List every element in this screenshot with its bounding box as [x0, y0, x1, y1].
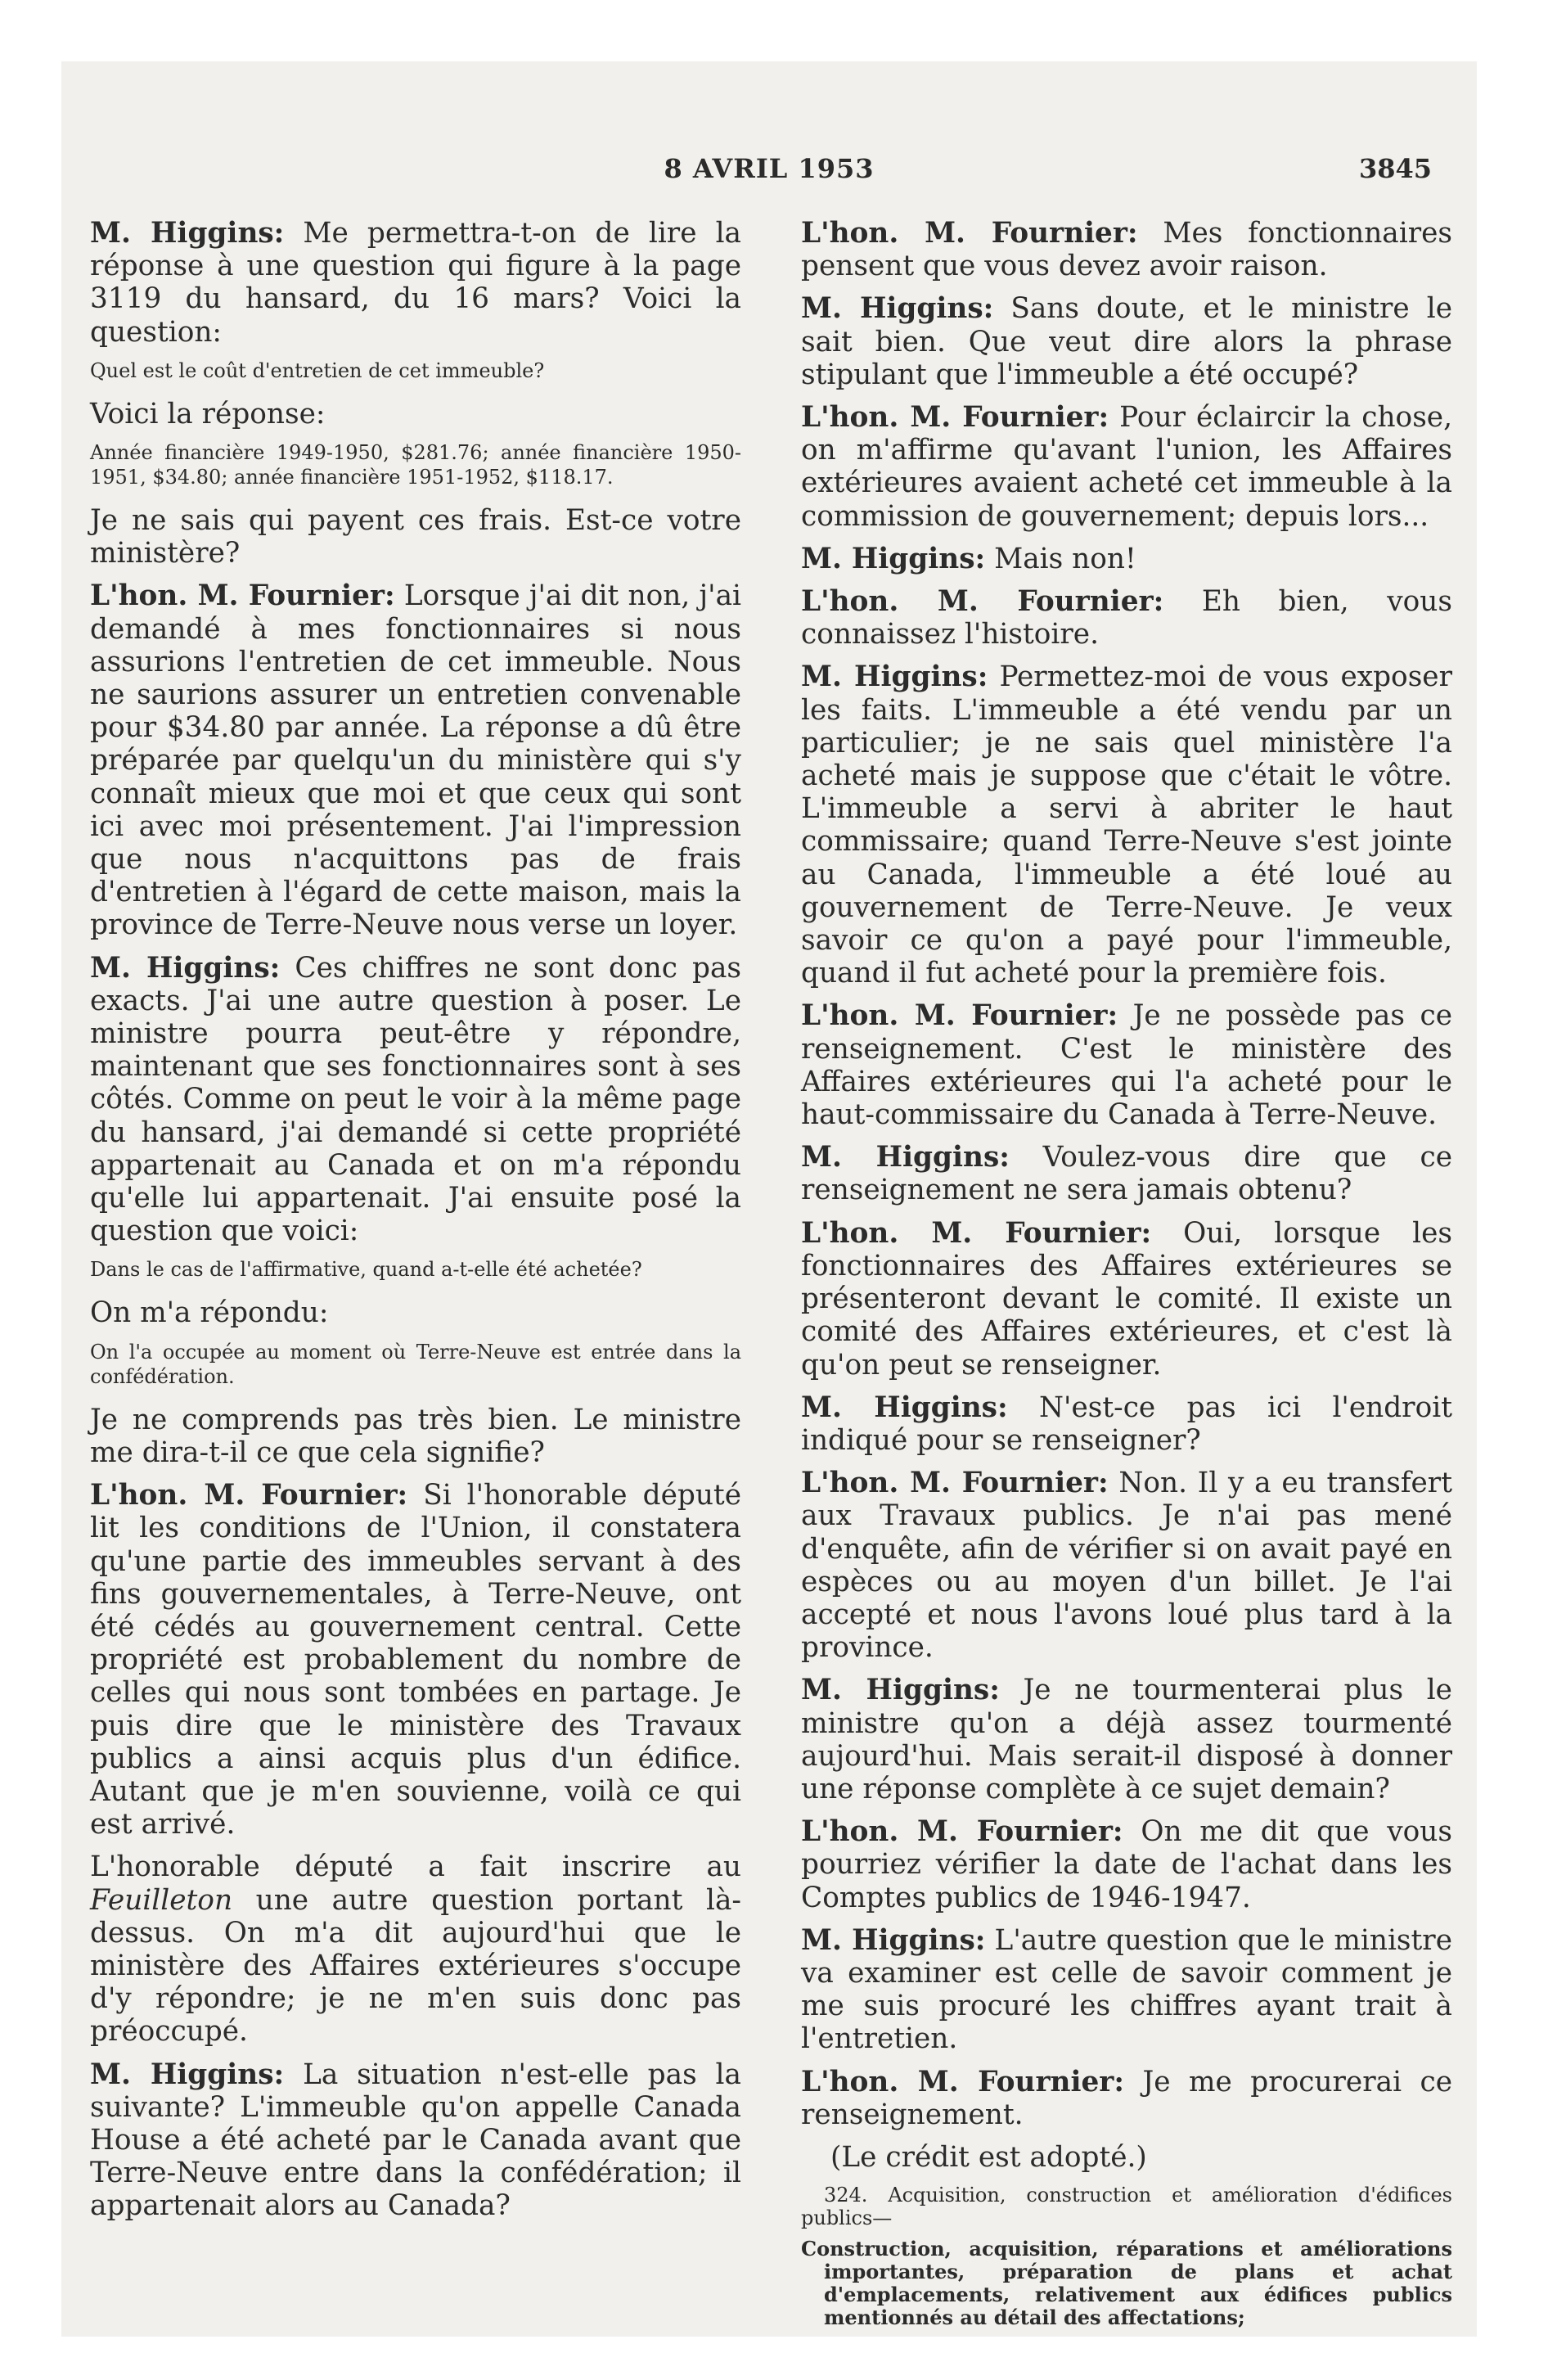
page-date: 8 AVRIL 1953 — [664, 153, 875, 184]
paragraph: M. Higgins: Permettez-moi de vous exposer les faits. L'immeuble a été vendu par un particulier; je ne sais quel ministère l'a acheté mais je suppose que c'était le vôtre. L'immeuble a servi à abriter le haut commissaire; quand Terre-Neuve s'est jointe au Canada, l'immeuble a été loué au gouvernement de Terre-Neuve. Je veux savoir ce qu'on a payé pour l'immeuble, quand il fut acheté pour la première fois. — [801, 660, 1452, 990]
speaker-fournier: L'hon. M. Fournier: — [801, 2065, 1125, 2098]
right-column — [801, 217, 1452, 2329]
vote-title: 324. Acquisition, construction et amélioration d'édifices publics— — [801, 2184, 1452, 2230]
paragraph: L'hon. M. Fournier: Je me procurerai ce renseignement. — [801, 2065, 1452, 2131]
paragraph: M. Higgins: L'autre question que le ministre va examiner est celle de savoir comment je me suis procuré les chiffres ayant trait à l'entretien. — [801, 1923, 1452, 2056]
speaker-fournier: L'hon. M. Fournier: — [90, 579, 395, 613]
paragraph: On m'a répondu: — [90, 1296, 329, 1330]
speaker-higgins: M. Higgins: — [90, 951, 281, 985]
italic-term: Feuilleton — [90, 1883, 233, 1917]
page-header — [61, 153, 1477, 194]
paragraph: M. Higgins: Ces chiffres ne sont donc pas exacts. J'ai une autre question à poser. Le ministre pourra peut-être y répondre, maintenant que ses fonctionnaires sont à ses côtés. Comme on peut le voir à la même page du hansard, j'ai demandé si cette propriété appartenait au Canada et on m'a répondu qu'elle lui appartenait. J'ai ensuite posé la question que voici: — [90, 951, 741, 1248]
paragraph: Je ne sais qui payent ces frais. Est-ce votre ministère? — [90, 504, 741, 570]
paragraph: M. Higgins: N'est-ce pas ici l'endroit indiqué pour se renseigner? — [801, 1391, 1452, 1457]
scanned-page — [61, 61, 1477, 2337]
speaker-fournier: L'hon. M. Fournier: — [801, 1815, 1123, 1849]
paragraph: L'hon. M. Fournier: Mes fonctionnaires pensent que vous devez avoir raison. — [801, 217, 1452, 283]
paragraph: L'hon. M. Fournier: Si l'honorable député lit les conditions de l'Union, il constatera qu'une partie des immeubles servant à des fins gouvernementales, à Terre-Neuve, ont été cédés au gouvernement central. Cette propriété est probablement du nombre de celles qui nous sont tombées en partage. Je puis dire que le ministère des Travaux publics a ainsi acquis plus d'un édifice. Autant que je m'en souvienne, voilà ce qui est arrivé. — [90, 1479, 741, 1841]
speaker-higgins: M. Higgins: — [90, 217, 285, 250]
quoted-answer: Année financière 1949-1950, $281.76; année financière 1950-1951, $34.80; année financière 1951-1952, $118.17. — [90, 441, 741, 489]
speaker-fournier: L'hon. M. Fournier: — [801, 585, 1164, 619]
speaker-fournier: L'hon. M. Fournier: — [801, 401, 1109, 435]
speaker-higgins: M. Higgins: — [801, 1141, 1010, 1174]
adopted-note: (Le crédit est adopté.) — [830, 2140, 1147, 2174]
paragraph: L'hon. M. Fournier: Oui, lorsque les fonctionnaires des Affaires extérieures se présenteront devant le comité. Il existe un comité des Affaires extérieures, et c'est là qu'on peut se renseigner. — [801, 1216, 1452, 1382]
speaker-higgins: M. Higgins: — [801, 1391, 1008, 1424]
speaker-fournier: L'hon. M. Fournier: — [801, 1216, 1152, 1250]
paragraph: M. Higgins: La situation n'est-elle pas la suivante? L'immeuble qu'on appelle Canada House a été acheté par le Canada avant que Terre-Neuve entre dans la confédération; il appartenait alors au Canada? — [90, 2058, 741, 2223]
paragraph: M. Higgins: Me permettra-t-on de lire la réponse à une question qui figure à la page 3119 du hansard, du 16 mars? Voici la question: — [90, 217, 741, 349]
speaker-higgins: M. Higgins: — [801, 660, 988, 694]
paragraph: M. Higgins: Mais non! — [801, 542, 1136, 575]
vote-detail: Construction, acquisition, réparations et améliorations importantes, préparation de plans et achat d'emplacements, relativement aux édifices publics mentionnés au détail des affectations; — [801, 2237, 1452, 2330]
quoted-answer: On l'a occupée au moment où Terre-Neuve est entrée dans la confédération. — [90, 1340, 741, 1388]
paragraph: L'hon. M. Fournier: On me dit que vous pourriez vérifier la date de l'achat dans les Comptes publics de 1946-1947. — [801, 1815, 1452, 1914]
speaker-fournier: L'hon. M. Fournier: — [90, 1479, 408, 1512]
paragraph: M. Higgins: Je ne tourmenterai plus le ministre qu'on a déjà assez tourmenté aujourd'hui. Mais serait-il disposé à donner une réponse complète à ce sujet demain? — [801, 1674, 1452, 1805]
speaker-higgins: M. Higgins: — [801, 1923, 986, 1957]
paragraph: L'honorable député a fait inscrire au Feuilleton une autre question portant là-dessus. On m'a dit aujourd'hui que le ministère des Affaires extérieures s'occupe d'y répondre; je ne m'en suis donc pas préoccupé. — [90, 1850, 741, 2049]
paragraph: L'hon. M. Fournier: Je ne possède pas ce renseignement. C'est le ministère des Affaires extérieures qui l'a acheté pour le haut-commissaire du Canada à Terre-Neuve. — [801, 999, 1452, 1132]
paragraph: M. Higgins: Voulez-vous dire que ce renseignement ne sera jamais obtenu? — [801, 1141, 1452, 1207]
speaker-higgins: M. Higgins: — [90, 2058, 285, 2091]
speaker-higgins: M. Higgins: — [801, 292, 994, 326]
paragraph: L'hon. M. Fournier: Eh bien, vous connaissez l'histoire. — [801, 585, 1452, 651]
quoted-question: Dans le cas de l'affirmative, quand a-t-elle été achetée? — [90, 1258, 642, 1282]
speaker-higgins: M. Higgins: — [801, 542, 986, 575]
paragraph: Je ne comprends pas très bien. Le ministre me dira-t-il ce que cela signifie? — [90, 1403, 741, 1469]
quoted-question: Quel est le coût d'entretien de cet immeuble? — [90, 358, 545, 382]
paragraph: M. Higgins: Sans doute, et le ministre le sait bien. Que veut dire alors la phrase stipulant que l'immeuble a été occupé? — [801, 292, 1452, 391]
paragraph: L'hon. M. Fournier: Non. Il y a eu transfert aux Travaux publics. Je n'ai pas mené d'enquête, afin de vérifier si on avait payé en espèces ou au moyen d'un billet. Je l'ai accepté et nous l'avons loué plus tard à la province. — [801, 1467, 1452, 1665]
speaker-higgins: M. Higgins: — [801, 1674, 1000, 1707]
paragraph: Voici la réponse: — [90, 397, 326, 430]
paragraph: L'hon. M. Fournier: Pour éclaircir la chose, on m'affirme qu'avant l'union, les Affaires extérieures avaient acheté cet immeuble à la commission de gouvernement; depuis lors... — [801, 401, 1452, 533]
page-number: 3845 — [1358, 153, 1432, 184]
speaker-fournier: L'hon. M. Fournier: — [801, 217, 1138, 250]
left-column — [90, 217, 741, 2233]
speaker-fournier: L'hon. M. Fournier: — [801, 1467, 1109, 1500]
speaker-fournier: L'hon. M. Fournier: — [801, 999, 1118, 1033]
paragraph: L'hon. M. Fournier: Lorsque j'ai dit non, j'ai demandé à mes fonctionnaires si nous assurions l'entretien de cet immeuble. Nous ne saurions assurer un entretien convenable pour $34.80 par année. La réponse a dû être préparée par quelqu'un du ministère qui s'y connaît mieux que moi et que ceux qui sont ici avec moi présentement. J'ai l'impression que nous n'acquittons pas de frais d'entretien à l'égard de cette maison, mais la province de Terre-Neuve nous verse un loyer. — [90, 579, 741, 942]
